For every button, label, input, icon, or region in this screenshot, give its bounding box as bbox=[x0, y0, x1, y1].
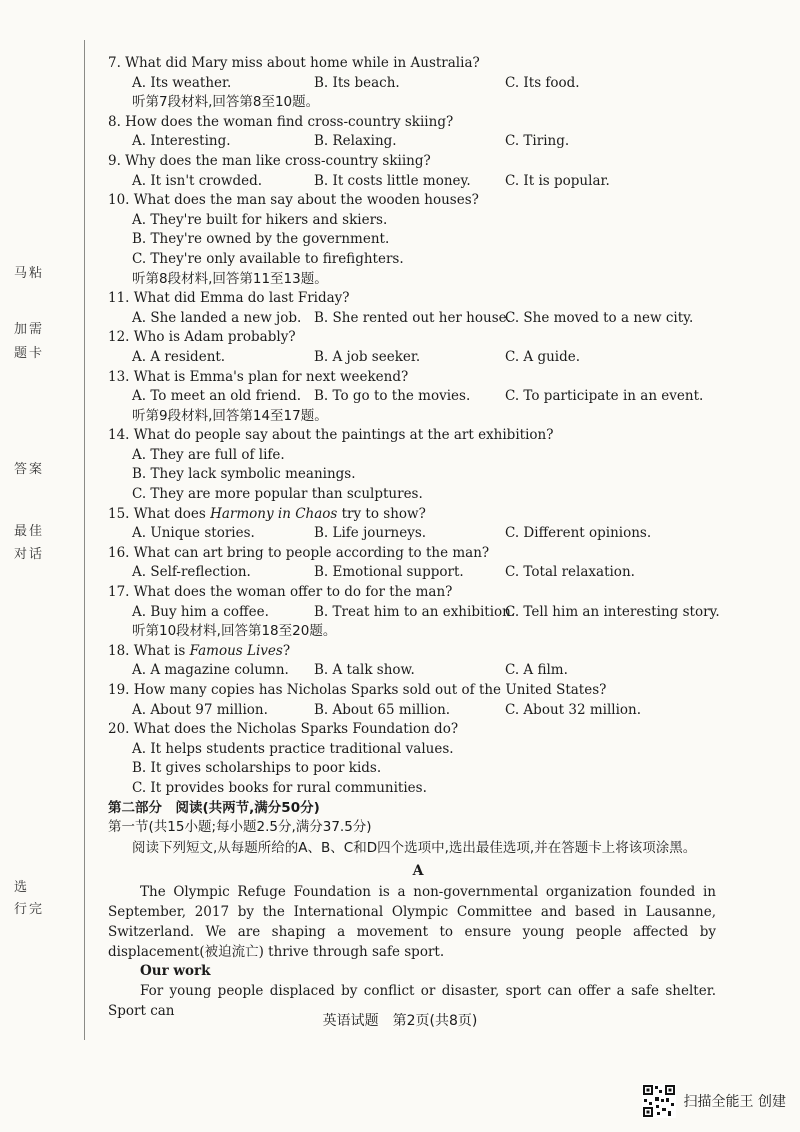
question-stem: 12. Who is Adam probably? bbox=[108, 329, 296, 346]
option-b: B. A job seeker. bbox=[314, 348, 421, 365]
options-row bbox=[108, 701, 728, 721]
option-c: C. A film. bbox=[505, 662, 568, 679]
listening-instruction: 听第7段材料,回答第8至10题。 bbox=[132, 94, 320, 111]
stem-text: 18. What is bbox=[108, 642, 190, 659]
option-b: B. She rented out her house. bbox=[314, 309, 511, 326]
option-b: B. Its beach. bbox=[314, 74, 400, 91]
options-row bbox=[108, 603, 728, 623]
option-a: A. They're built for hikers and skiers. bbox=[132, 211, 388, 228]
option-c: C. Tell him an interesting story. bbox=[505, 603, 720, 620]
margin-fragment: 题卡 bbox=[14, 346, 45, 361]
page-footer: 英语试题 第2页(共8页) bbox=[322, 1013, 478, 1029]
question-stem: 17. What does the woman offer to do for the man? bbox=[108, 584, 453, 601]
option-c: C. Its food. bbox=[505, 74, 580, 91]
options-row bbox=[108, 132, 728, 152]
options-row bbox=[108, 172, 728, 192]
option-a: A. A magazine column. bbox=[132, 662, 289, 679]
passage-subheading: Our work bbox=[140, 962, 211, 979]
option-b: B. About 65 million. bbox=[314, 701, 451, 718]
option-b: B. It costs little money. bbox=[314, 172, 471, 189]
option-c: C. Tiring. bbox=[505, 133, 570, 150]
option-b: B. It gives scholarships to poor kids. bbox=[132, 760, 382, 777]
option-a: A. About 97 million. bbox=[132, 701, 268, 718]
option-b: B. To go to the movies. bbox=[314, 388, 471, 405]
option-c: C. To participate in an event. bbox=[505, 388, 704, 405]
margin-fragment: 加需 bbox=[14, 322, 45, 337]
option-a: A. She landed a new job. bbox=[132, 309, 302, 326]
option-c: C. About 32 million. bbox=[505, 701, 642, 718]
option-c: C. Total relaxation. bbox=[505, 564, 635, 581]
option-a: A. Interesting. bbox=[132, 133, 231, 150]
margin-fragment: 选 bbox=[14, 880, 30, 895]
option-b: B. They're owned by the government. bbox=[132, 231, 390, 248]
margin-fragment: 对话 bbox=[14, 547, 45, 562]
question-stem: 19. How many copies has Nicholas Sparks sold out of the United States? bbox=[108, 682, 607, 698]
margin-fragment: 最佳 bbox=[14, 524, 45, 539]
stem-text: 15. What does bbox=[108, 505, 211, 522]
directions: 阅读下列短文,从每题所给的A、B、C和D四个选项中,选出最佳选项,并在答题卡上将该项涂黑。 bbox=[132, 839, 697, 856]
option-c: C. She moved to a new city. bbox=[505, 309, 694, 326]
options-row bbox=[108, 348, 728, 368]
work-title: Famous Lives bbox=[189, 642, 283, 659]
question-stem: 20. What does the Nicholas Sparks Foundation do? bbox=[108, 721, 459, 738]
question-stem: 13. What is Emma's plan for next weekend? bbox=[108, 368, 409, 385]
option-b: B. Relaxing. bbox=[314, 133, 397, 150]
options-row bbox=[108, 309, 728, 329]
question-stem bbox=[108, 642, 728, 662]
option-c: C. They are more popular than sculptures. bbox=[132, 486, 423, 503]
option-c: C. They're only available to firefighters. bbox=[132, 250, 404, 267]
option-a: A. Its weather. bbox=[132, 74, 232, 91]
listening-instruction: 听第9段材料,回答第14至17题。 bbox=[132, 407, 328, 424]
options-row bbox=[108, 74, 728, 94]
option-a: A. It helps students practice traditional values. bbox=[132, 740, 454, 757]
scanner-watermark bbox=[642, 1084, 786, 1118]
option-c: C. A guide. bbox=[505, 348, 581, 365]
question-stem: 14. What do people say about the paintings at the art exhibition? bbox=[108, 427, 554, 444]
option-a: A. Unique stories. bbox=[132, 525, 255, 542]
option-b: B. A talk show. bbox=[314, 662, 415, 679]
option-a: A. They are full of life. bbox=[132, 446, 285, 463]
option-b: B. Life journeys. bbox=[314, 525, 427, 542]
margin-fragment: 答案 bbox=[14, 462, 45, 477]
question-stem: 8. How does the woman find cross-country skiing? bbox=[108, 113, 454, 130]
stem-text: ? bbox=[282, 642, 291, 659]
qr-code-icon bbox=[642, 1084, 676, 1118]
options-row bbox=[108, 563, 728, 583]
watermark-text: 扫描全能王 创建 bbox=[683, 1094, 786, 1110]
options-row bbox=[108, 661, 728, 681]
option-a: A. It isn't crowded. bbox=[132, 172, 263, 189]
options-row bbox=[108, 387, 728, 407]
section-heading: 第一节(共15小题;每小题2.5分,满分37.5分) bbox=[108, 819, 372, 836]
margin-fragment: 马粘 bbox=[14, 266, 45, 281]
work-title: Harmony in Chaos bbox=[210, 505, 338, 522]
option-a: A. Buy him a coffee. bbox=[132, 603, 269, 620]
binding-line bbox=[84, 40, 85, 1040]
option-b: B. They lack symbolic meanings. bbox=[132, 466, 356, 483]
listening-instruction: 听第8段材料,回答第11至13题。 bbox=[132, 270, 328, 287]
question-area bbox=[108, 54, 728, 1021]
question-stem bbox=[108, 505, 728, 525]
option-c: C. It provides books for rural communities. bbox=[132, 779, 427, 796]
listening-instruction: 听第10段材料,回答第18至20题。 bbox=[132, 623, 337, 640]
option-b: B. Treat him to an exhibition. bbox=[314, 603, 516, 620]
question-stem: 7. What did Mary miss about home while in Australia? bbox=[108, 55, 480, 71]
question-stem: 9. Why does the man like cross-country skiing? bbox=[108, 152, 431, 169]
passage-letter: A bbox=[412, 862, 424, 879]
option-a: A. To meet an old friend. bbox=[132, 388, 302, 405]
passage-paragraph: For young people displaced by conflict or disaster, sport can offer a safe shelter. Sport can bbox=[108, 982, 716, 1019]
option-c: C. It is popular. bbox=[505, 172, 610, 189]
option-c: C. Different opinions. bbox=[505, 525, 652, 542]
option-a: A. A resident. bbox=[132, 348, 226, 365]
margin-fragment: 行完 bbox=[14, 902, 45, 917]
passage-paragraph: The Olympic Refuge Foundation is a non-governmental organization founded in September, 2017 by the International Olympic Committee and based in Lausanne, Switzerland. We are shaping a movement to ensure young people affected by displacement(被迫流亡) thrive through safe sport. bbox=[108, 883, 716, 960]
stem-text: try to show? bbox=[337, 505, 426, 522]
options-row bbox=[108, 524, 728, 544]
option-b: B. Emotional support. bbox=[314, 564, 464, 581]
question-stem: 10. What does the man say about the wooden houses? bbox=[108, 192, 479, 209]
question-stem: 11. What did Emma do last Friday? bbox=[108, 290, 350, 307]
option-a: A. Self-reflection. bbox=[132, 564, 251, 581]
part-heading: 第二部分 阅读(共两节,满分50分) bbox=[108, 799, 320, 816]
question-stem: 16. What can art bring to people according to the man? bbox=[108, 544, 490, 561]
